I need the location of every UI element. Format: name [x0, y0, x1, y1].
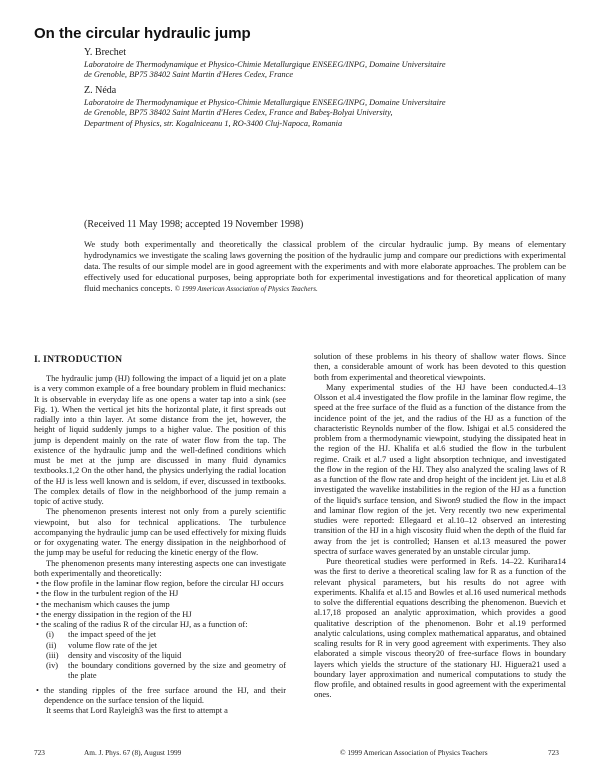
list-number: (iii) — [46, 650, 59, 660]
aspect-list — [34, 579, 286, 630]
affiliation-line: Department of Physics, str. Kogalniceanu 1, RO-3400 Cluj-Napoca, Romania — [84, 118, 343, 128]
paragraph: solution of these problems in his theory of shallow water flows. Since then, a considerable amount of work has been devoted to this question both from experimental and theoretical viewpoints. — [314, 352, 566, 382]
section-heading: I. INTRODUCTION — [34, 354, 123, 365]
page-number: 723 — [34, 748, 45, 757]
list-item: • the standing ripples of the free surface around the HJ, and their dependence on the surface tension of the liquid. — [36, 685, 286, 705]
paragraph: Pure theoretical studies were performed in Refs. 14–22. Kurihara14 was the first to derive a theoretical scaling law for R as a function of the relevant physical parameters, but his results do not agree with experiments. Khalifa et al.15 and Bowles et al.16 used numerical methods to solve the differential equations describing the phenomenon. Buevich et al.17,18 proposed an analytic approximation, which provides a good qualitative description of the phenomenon. Bohr et al.19 performed analytic calculations, using complex mathematical apparatus, and obtained scaling results for R in very good agreement with experiments. They also elaborated a simple viscous theory20 of free-surface flows in boundary layers which yields the structure of the stationary HJ. Higuera21 used a boundary layer approximation and numerical computations to study the flow profile, and obtained results in good agreement with the experimental ones. — [314, 557, 566, 700]
list-text: density and viscosity of the liquid — [68, 650, 182, 660]
list-text: the impact speed of the jet — [68, 630, 157, 640]
list-number: (ii) — [46, 640, 57, 650]
list-item: • the scaling of the radius R of the circular HJ, as a function of: — [36, 620, 248, 629]
list-item: • the flow in the turbulent region of the HJ — [36, 589, 179, 599]
left-column — [34, 374, 286, 716]
affiliation-line: Laboratoire de Thermodynamique et Physico-Chimie Metallurgique ENSEEG/INPG, Domaine Universitaire — [84, 60, 446, 69]
page-footer — [0, 748, 600, 760]
list-item — [46, 641, 286, 651]
aspect-list — [34, 686, 286, 707]
right-column — [314, 352, 566, 701]
paragraph: The phenomenon presents many interesting aspects one can investigate both experimentally and theoretically: — [34, 558, 286, 578]
received-dates: (Received 11 May 1998; accepted 19 November 1998) — [84, 219, 304, 230]
author-affiliation — [84, 60, 584, 81]
author-name: Y. Brechet — [84, 47, 127, 58]
list-number: (iv) — [46, 661, 59, 670]
abstract — [84, 239, 566, 295]
list-text: the boundary conditions governed by the size and geometry of the plate — [68, 661, 286, 681]
affiliation-line: de Grenoble, BP75 38402 Saint Martin d'Heres Cedex, France and Babeş-Bolyai University, — [84, 108, 393, 118]
author-name: Z. Néda — [84, 85, 117, 96]
paragraph: The phenomenon presents interest not only from a purely scientific viewpoint, but also for technical applications. The turbulence accompanying the hydraulic jump can be used effectively for mixing fluids or for oxygenating water. The energy dissipation in the neighborhood of the jump may be useful for reducing the kinetic energy of the flow. — [34, 507, 286, 558]
list-text: volume flow rate of the jet — [68, 640, 158, 650]
list-item: • the energy dissipation in the region of the HJ — [36, 609, 192, 619]
journal-citation: Am. J. Phys. 67 (8), August 1999 — [84, 748, 182, 757]
author-affiliation — [84, 98, 584, 129]
paragraph: Many experimental studies of the HJ have been conducted.4–13 Olsson et al.4 investigated the flow profile in the laminar flow regime, the speed at the free surface of the fluid as a function of the distance from the incidence point of the jet, and the radius of the HJ as a function of the characteristic Reynolds number of the flow. Ishigai et al.5 considered the problem from a thermodynamic viewpoint, studying the dissipated heat in the region of the HJ. Khalifa et al.6 studied the flow in the turbulent regime. Craik et al.7 used a light absorption technique, and investigated the flow in the region of the HJ. They also analyzed the scaling laws of R as a function of the flow rate and drop height of the incident jet. Liu et al.8 investigated the wavelike instabilities in the region of the HJ as a function of the liquid's surface tension, and Siwon9 studied the flow in the impact and laminar flow region of the jet. Very recently two new experimental studies were reported: Ellegaard et al.10–12 observed an interesting transition of the HJ in a high viscosity fluid when the depth of the fluid far away from the jet is controlled; Hansen et al.13 measured the power spectra of surface waves generated by an unstable circular jump. — [314, 382, 566, 556]
list-item: • the mechanism which causes the jump — [36, 599, 170, 609]
abstract-text: We study both experimentally and theoretically the classical problem of the circular hydraulic jump. By means of elementary hydrodynamics we investigate the scaling laws governing the position of the hydraulic jump and compare our predictions with experimental data. The results of our simple model are in good agreement with the experiments and with more elaborate approaches. The problem can be effectively used for educational purposes, being appropriate both for experimental investigations and for theoretical application of many fluid mechanics concepts. — [84, 239, 566, 294]
footer-copyright: © 1999 American Association of Physics Teachers — [340, 748, 488, 757]
list-item: • the flow profile in the laminar flow region, before the circular HJ occurs — [36, 579, 284, 588]
parameter-list — [46, 630, 286, 681]
paragraph: It seems that Lord Rayleigh3 was the first to attempt a — [46, 706, 228, 715]
list-item — [46, 651, 286, 661]
abstract-copyright: © 1999 American Association of Physics Teachers. — [174, 285, 318, 294]
affiliation-line: de Grenoble, BP75 38402 Saint Martin d'Heres Cedex, France — [84, 70, 293, 80]
paper-title: On the circular hydraulic jump — [34, 25, 251, 42]
list-number: (i) — [46, 630, 54, 640]
paragraph: The hydraulic jump (HJ) following the impact of a liquid jet on a plate is a very common example of a free boundary problem in fluid mechanics: It is observable in everyday life as one opens a water tap into a sink (see Fig. 1). When the vertical jet hits the horizontal plate, it first spreads out radially into a thin layer. At some distance from the jet, however, the height of liquid suddenly jumps to a higher value. The position of this jump is dependent mainly on the rate of water flow from the tap. The existence of the hydraulic jump and the well-defined conditions which must be met at the jump are discussed in many fluid dynamics textbooks.1,2 On the other hand, the physics underlying the radial location of the HJ is less well known and is seldom, if ever, discussed in textbooks. The complex details of flow in the neighborhood of the jump remain a topic of active study. — [34, 374, 286, 506]
list-item — [46, 630, 286, 640]
list-item — [46, 661, 286, 682]
affiliation-line: Laboratoire de Thermodynamique et Physico-Chimie Metallurgique ENSEEG/INPG, Domaine Universitaire — [84, 98, 446, 107]
page-number: 723 — [548, 748, 559, 757]
